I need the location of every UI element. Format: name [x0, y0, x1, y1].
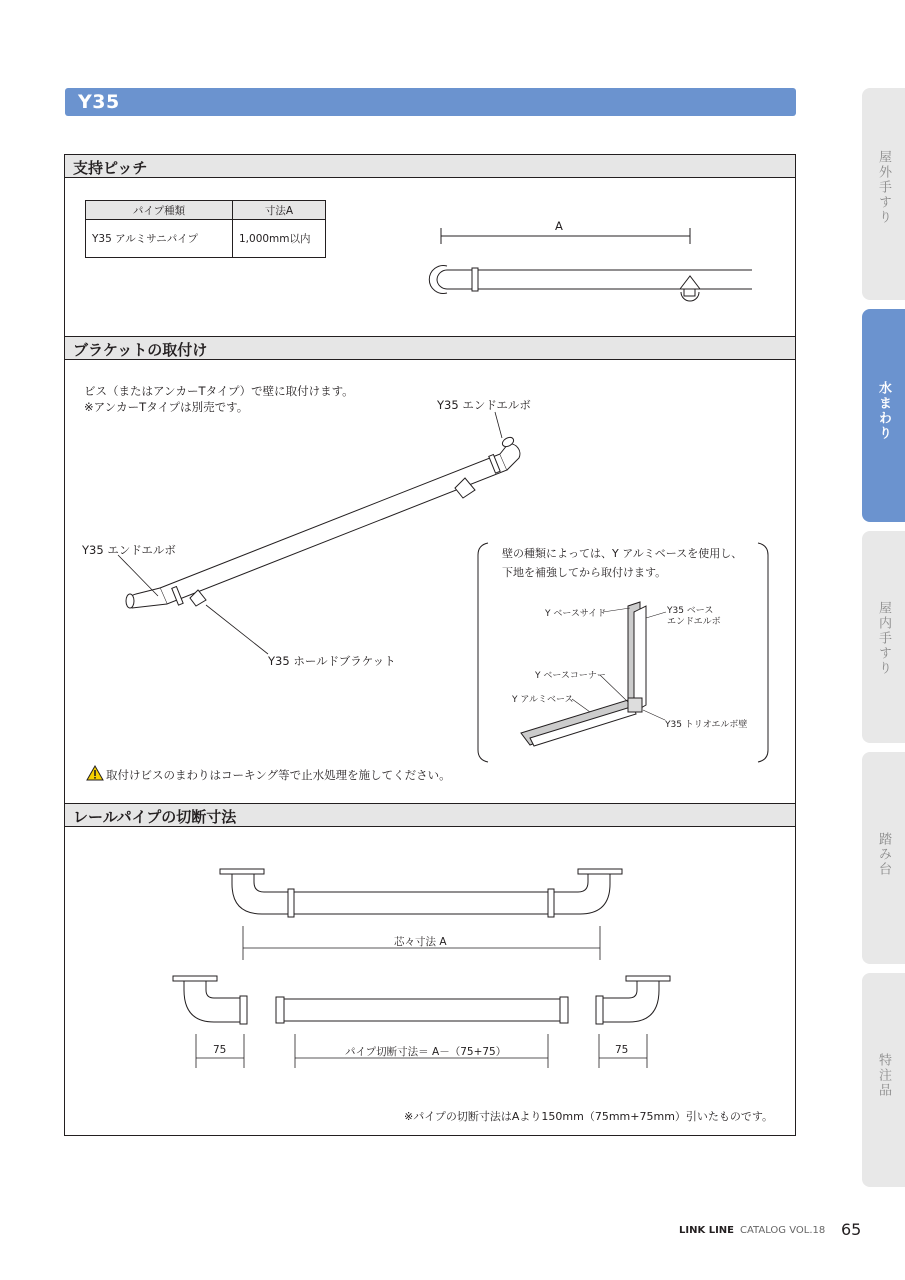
footer-catalog: CATALOG VOL.18	[740, 1225, 826, 1236]
table-header: 寸法A	[233, 201, 326, 220]
footer-brand: LINK LINE	[679, 1225, 734, 1236]
dim-left-75: 75	[213, 1044, 227, 1056]
inset-label-base-side: Y ベースサイド	[545, 609, 607, 619]
tab-outdoor-handrail[interactable]	[862, 88, 905, 300]
cut-note: ※パイプの切断寸法はAより150mm（75mm+75mm）引いたものです。	[404, 1110, 774, 1123]
section-title: レールパイプの切断寸法	[73, 808, 237, 826]
tab-water-area[interactable]	[862, 309, 905, 522]
inset-note-line1: 壁の種類によっては、Y アルミベースを使用し、	[502, 547, 743, 560]
page-number: 65	[841, 1220, 862, 1239]
table-cell: Y35 アルミサニパイプ	[86, 220, 233, 258]
callout-end-elbow-top: Y35 エンドエルボ	[437, 398, 531, 412]
tab-indoor-handrail[interactable]	[862, 531, 905, 743]
callout-end-elbow-left: Y35 エンドエルボ	[82, 543, 176, 557]
inset-label-base-end-elbow: Y35 ベース	[667, 606, 714, 616]
tab-step-stool[interactable]	[862, 752, 905, 964]
section-title: 支持ピッチ	[73, 159, 148, 177]
tab-label: 特注品	[876, 1053, 891, 1098]
dim-center-to-center: 芯々寸法 A	[394, 936, 447, 948]
callout-hold-bracket: Y35 ホールドブラケット	[268, 654, 396, 668]
inset-note-line2: 下地を補強してから取付けます。	[502, 566, 667, 579]
table-header: パイプ種類	[86, 201, 233, 220]
bracket-instruction-note: ※アンカーTタイプは別売です。	[84, 400, 249, 414]
inset-label-base-corner: Y ベースコーナー	[535, 671, 606, 681]
dim-right-75: 75	[615, 1044, 629, 1056]
tab-label: 屋内手すり	[876, 601, 891, 676]
page-title: Y35	[78, 91, 120, 113]
inset-label-alumi-base: Y アルミベース	[512, 695, 574, 705]
table-cell: 1,000mm以内	[233, 220, 326, 258]
dim-pipe-cut: パイプ切断寸法＝ A－（75+75）	[345, 1046, 507, 1058]
tab-label: 水まわり	[876, 381, 891, 441]
warning-text: 取付けビスのまわりはコーキング等で止水処理を施してください。	[106, 768, 451, 782]
section-title: ブラケットの取付け	[73, 341, 208, 359]
tab-custom-order[interactable]	[862, 973, 905, 1187]
inset-label-base-end-elbow-2: エンドエルボ	[667, 617, 721, 627]
inset-label-trio-elbow: Y35 トリオエルボ壁	[665, 720, 748, 730]
tab-label: 踏み台	[876, 832, 891, 877]
tab-label: 屋外手すり	[876, 150, 891, 225]
bracket-instruction: ビス（またはアンカーTタイプ）で壁に取付けます。	[84, 384, 354, 398]
dimension-label: A	[555, 219, 563, 233]
